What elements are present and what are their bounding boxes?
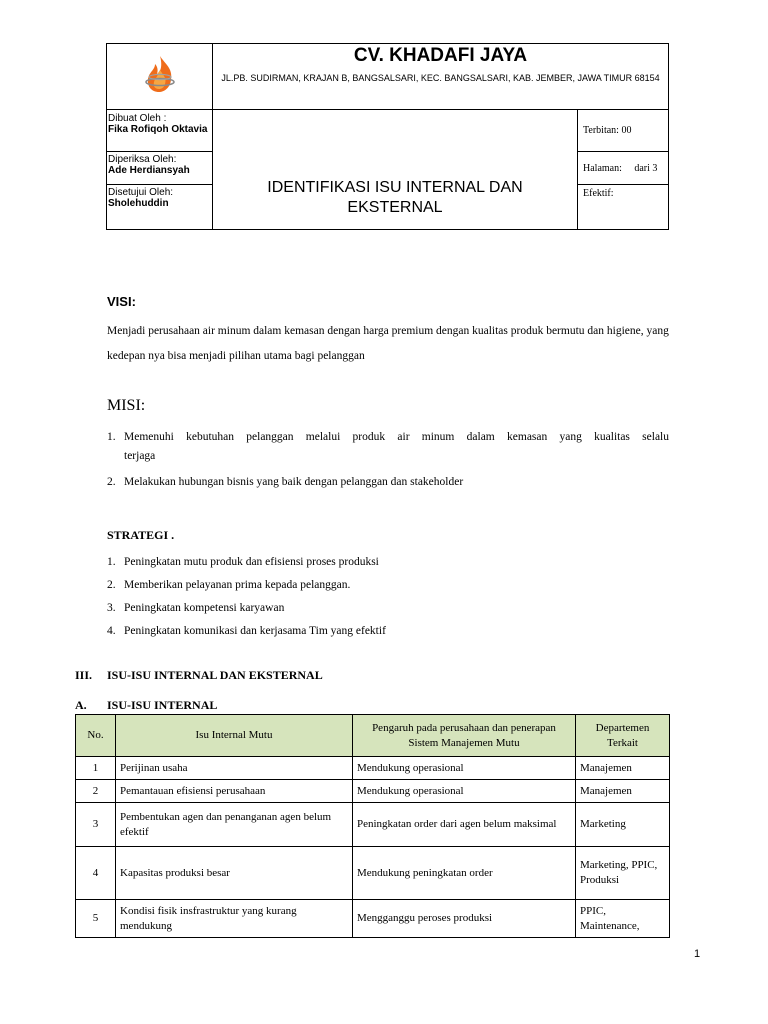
dept-cell: Marketing, PPIC, Produksi: [576, 847, 670, 900]
visi-heading: VISI:: [107, 294, 136, 309]
row-number: 4: [76, 847, 116, 900]
row-number: 1: [76, 757, 116, 780]
logo-cell: [107, 44, 213, 110]
column-header: Departemen Terkait: [576, 715, 670, 757]
isu-cell: Pembentukan agen dan penanganan agen belum efektif: [116, 803, 353, 847]
company-address: JL.PB. SUDIRMAN, KRAJAN B, BANGSALSARI, KEC. BANGSALSARI, KAB. JEMBER, JAWA TIMUR 68154: [221, 73, 660, 83]
column-header: No.: [76, 715, 116, 757]
misi-item-continuation: terjaga: [124, 450, 156, 462]
dibuat-cell: [107, 110, 213, 152]
diperiksa-cell: [107, 152, 213, 185]
pengaruh-cell: Mengganggu peroses produksi: [353, 900, 576, 938]
halaman-cell: [578, 152, 669, 185]
isu-cell: Perijinan usaha: [116, 757, 353, 780]
company-name: CV. KHADAFI JAYA: [353, 45, 528, 66]
halaman-text: Halaman: dari 3: [583, 162, 658, 174]
section-a-title: ISU-ISU INTERNAL: [107, 698, 218, 712]
section-iii-title: ISU-ISU INTERNAL DAN EKSTERNAL: [107, 668, 323, 682]
doc-title: IDENTIFIKASI ISU INTERNAL DAN EKSTERNAL: [267, 178, 523, 216]
doc-title-cell: [213, 110, 578, 230]
misi-heading: MISI:: [107, 397, 146, 414]
disetujui-label: Disetujui Oleh:: [108, 187, 174, 198]
dept-cell: PPIC, Maintenance,: [576, 900, 670, 938]
column-header: Pengaruh pada perusahaan dan penerapan Sistem Manajemen Mutu: [353, 715, 576, 757]
isu-internal-table: [75, 714, 670, 938]
table-row: [76, 803, 670, 847]
pengaruh-cell: Mendukung operasional: [353, 780, 576, 803]
company-cell: [213, 44, 669, 110]
row-number: 3: [76, 803, 116, 847]
page-number: 1: [694, 948, 701, 960]
document-header: [106, 43, 669, 230]
terbitan-cell: [578, 110, 669, 152]
disetujui-cell: [107, 185, 213, 230]
dibuat-label: Dibuat Oleh :: [108, 113, 167, 124]
column-header: Isu Internal Mutu: [116, 715, 353, 757]
section-iii-number: III.: [75, 668, 93, 682]
table-row: [76, 847, 670, 900]
visi-text: Menjadi perusahaan air minum dalam kemasan dengan harga premium dengan kualitas produk bermutu dan higiene, yang kedepan nya bisa menjadi pilihan utama bagi pelanggan: [107, 325, 669, 362]
dept-cell: Manajemen: [576, 757, 670, 780]
efektif-cell: [578, 185, 669, 230]
isu-cell: Pemantauan efisiensi perusahaan: [116, 780, 353, 803]
row-number: 2: [76, 780, 116, 803]
pengaruh-cell: Peningkatan order dari agen belum maksimal: [353, 803, 576, 847]
table-header-row: [76, 715, 670, 757]
pengaruh-cell: Mendukung operasional: [353, 757, 576, 780]
dept-cell: Marketing: [576, 803, 670, 847]
misi-item-text: Memenuhi kebutuhan pelanggan melalui produk air minum dalam kemasan yang kualitas selalu: [124, 431, 669, 443]
terbitan-text: Terbitan: 00: [583, 125, 632, 136]
dibuat-name: Fika Rofiqoh Oktavia: [108, 124, 208, 135]
strategi-heading: STRATEGI .: [107, 528, 175, 542]
disetujui-name: Sholehuddin: [108, 198, 169, 209]
pengaruh-cell: Mendukung peningkatan order: [353, 847, 576, 900]
diperiksa-name: Ade Herdiansyah: [108, 165, 190, 176]
section-a-number: A.: [75, 698, 87, 712]
table-row: [76, 780, 670, 803]
dept-cell: Manajemen: [576, 780, 670, 803]
isu-cell: Kapasitas produksi besar: [116, 847, 353, 900]
row-number: 5: [76, 900, 116, 938]
flame-logo-icon: [143, 54, 177, 94]
isu-cell: Kondisi fisik insfrastruktur yang kurang mendukung: [116, 900, 353, 938]
table-row: [76, 757, 670, 780]
table-row: [76, 900, 670, 938]
efektif-text: Efektif:: [583, 188, 614, 199]
diperiksa-label: Diperiksa Oleh:: [108, 154, 177, 165]
misi-item-text: Melakukan hubungan bisnis yang baik dengan pelanggan dan stakeholder: [124, 476, 464, 488]
